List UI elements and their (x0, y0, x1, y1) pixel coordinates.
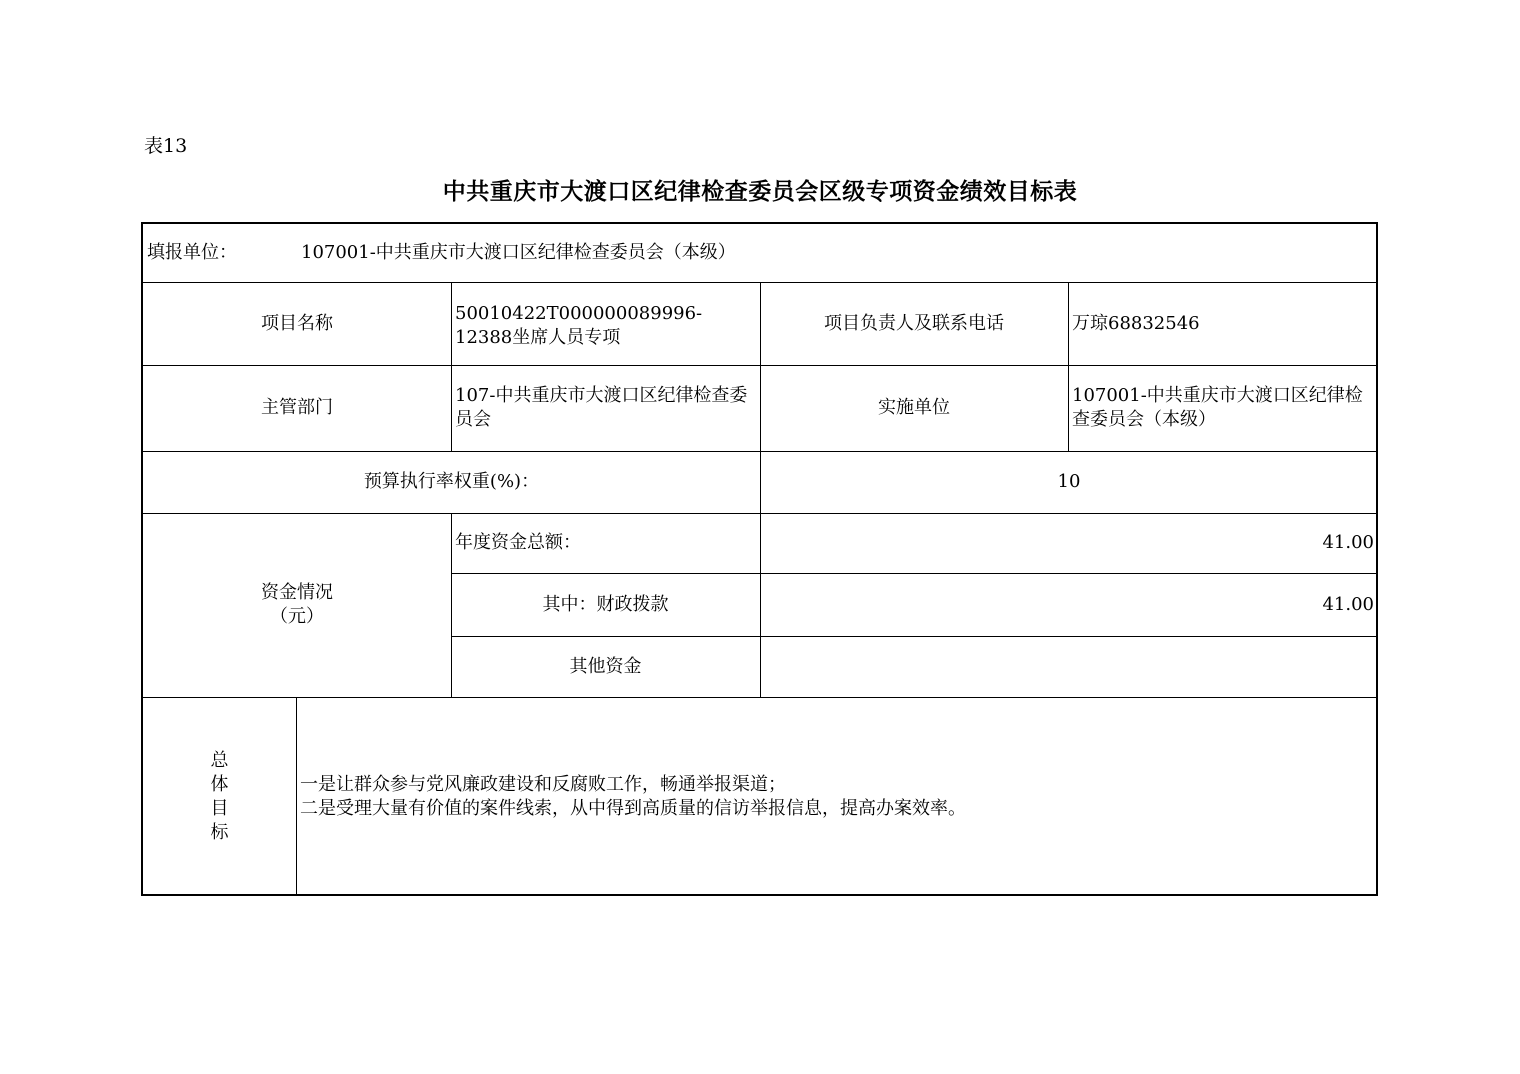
performance-target-table (141, 222, 1378, 896)
budget-weight-label: 预算执行率权重(%)： (363, 471, 540, 492)
project-contact-value: 万琼68832546 (1072, 312, 1200, 334)
document-title: 中共重庆市大渡口区纪律检查委员会区级专项资金绩效目标表 (442, 178, 1078, 205)
other-funds-value (760, 636, 1378, 697)
fiscal-allocation-label: 其中：财政拨款 (542, 593, 669, 615)
department-label: 主管部门 (261, 397, 333, 418)
funding-label (143, 513, 451, 697)
project-name-label: 项目名称 (261, 312, 333, 334)
overall-goal-char: 总 (210, 749, 229, 771)
project-contact-label: 项目负责人及联系电话 (824, 312, 1004, 334)
other-funds-label: 其他资金 (569, 655, 642, 677)
overall-goal-line-1: 一是让群众参与党风廉政建设和反腐败工作，畅通举报渠道； (300, 773, 786, 795)
department-value: 107-中共重庆市大渡口区纪律检查委员会 (455, 385, 748, 430)
implementing-unit-value: 107001-中共重庆市大渡口区纪律检查委员会（本级） (1072, 385, 1363, 430)
budget-weight-value: 10 (1057, 471, 1081, 492)
fiscal-allocation-value: 41.00 (1322, 593, 1374, 615)
overall-goal-line-2: 二是受理大量有价值的案件线索，从中得到高质量的信访举报信息，提高办案效率。 (300, 797, 966, 819)
overall-goal-label (143, 697, 296, 896)
implementing-unit-label: 实施单位 (878, 397, 950, 418)
project-name-value: 50010422T000000089996-12388坐席人员专项 (455, 303, 703, 348)
funding-label-line2: （元） (270, 606, 324, 627)
table-number: 表13 (144, 135, 188, 157)
filing-unit-value: 107001-中共重庆市大渡口区纪律检查委员会（本级） (301, 242, 736, 263)
overall-goal-content (296, 697, 1378, 896)
annual-total-label: 年度资金总额： (455, 532, 581, 553)
annual-total-value: 41.00 (1322, 532, 1374, 553)
overall-goal-char: 目 (210, 797, 229, 819)
overall-goal-char: 体 (210, 773, 229, 795)
filing-unit-label: 填报单位： (147, 242, 237, 263)
overall-goal-char: 标 (210, 821, 229, 843)
funding-label-line1: 资金情况 (261, 582, 333, 603)
